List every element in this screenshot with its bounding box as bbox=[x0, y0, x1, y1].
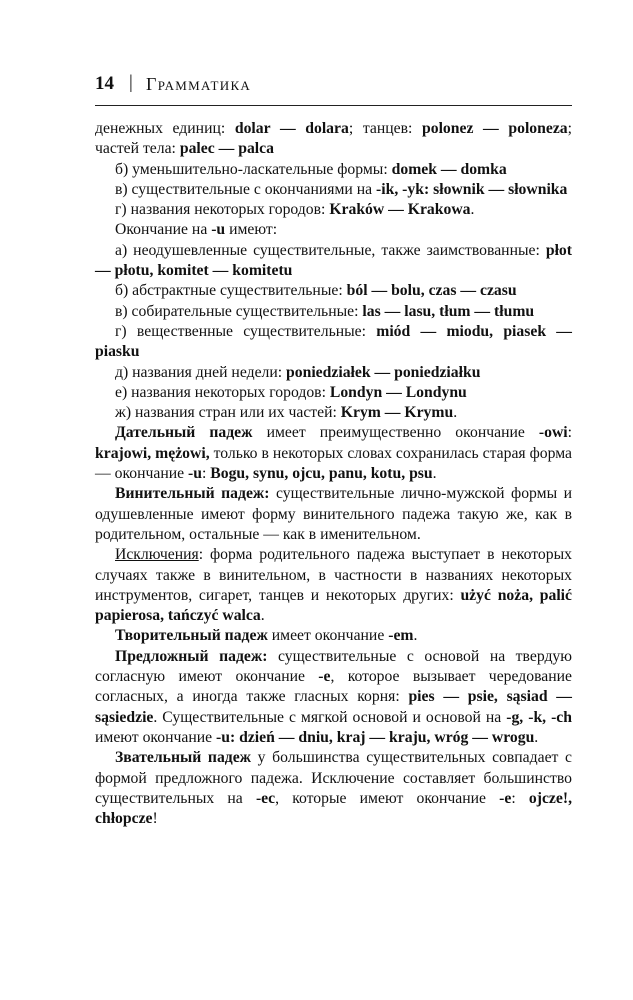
page-body-text bbox=[95, 119, 572, 829]
text-run: ; танцев: bbox=[348, 120, 422, 137]
text-run: существительные с основой на твердую согласную имеют окончание bbox=[95, 647, 572, 686]
bold-run: -ec bbox=[255, 789, 276, 807]
paragraph bbox=[95, 545, 572, 626]
paragraph bbox=[95, 220, 572, 240]
bold-run: Дательный падеж bbox=[115, 424, 253, 442]
text-run: в) собирательные существительные: bbox=[115, 302, 363, 320]
header-separator: | bbox=[129, 72, 133, 93]
bold-run: -owi bbox=[538, 424, 568, 442]
bold-run: domek — domka bbox=[391, 160, 507, 178]
text-run: : bbox=[567, 424, 572, 442]
bold-run: Предложный падеж: bbox=[115, 647, 268, 665]
text-run: . bbox=[453, 404, 458, 422]
paragraph bbox=[95, 241, 572, 282]
paragraph bbox=[95, 200, 572, 220]
bold-run: ojcze!, chłopcze bbox=[95, 789, 572, 828]
text-run: : bbox=[511, 789, 529, 807]
text-run: а) неодушевленные существительные, также заимствованные: bbox=[115, 241, 546, 259]
paragraph bbox=[95, 484, 572, 545]
paragraph bbox=[95, 647, 572, 748]
text-run: . bbox=[260, 607, 265, 625]
text-run: у большинства существительных совпадает с формой предложного падежа. Исключение составляет большинство существительных на bbox=[95, 749, 572, 807]
text-run: Окончание на bbox=[115, 221, 212, 239]
bold-run: dolar — dolara bbox=[234, 120, 349, 137]
text-run: имеет преимущественно окончание bbox=[252, 424, 539, 442]
bold-run: Krym — Krymu bbox=[340, 404, 454, 422]
text-run: ! bbox=[152, 810, 158, 828]
bold-run: poniedziałek — poniedziałku bbox=[286, 363, 481, 381]
bold-run: palec — palca bbox=[179, 140, 274, 158]
text-run: . bbox=[534, 728, 539, 746]
text-run: . bbox=[432, 465, 437, 483]
bold-run: -em bbox=[388, 627, 414, 645]
bold-run: krajowi, mężowi, bbox=[95, 444, 210, 462]
bold-run: Звательный падеж bbox=[115, 749, 252, 767]
bold-run: słownik — słownika bbox=[433, 180, 568, 198]
paragraph bbox=[95, 302, 572, 322]
bold-run: Творительный падеж bbox=[115, 627, 268, 645]
running-header bbox=[95, 70, 572, 106]
text-run: е) названия некоторых городов: bbox=[115, 383, 330, 401]
text-run: , которые имеют окончание bbox=[275, 789, 500, 807]
text-run: : bbox=[202, 465, 211, 483]
bold-run: -e bbox=[499, 789, 512, 807]
text-run: . bbox=[413, 627, 418, 645]
text-run: ж) названия стран или их частей: bbox=[115, 404, 341, 422]
text-run: имеет окончание bbox=[267, 627, 389, 645]
bold-run: ból — bolu, czas — czasu bbox=[346, 282, 517, 300]
text-run: . bbox=[470, 201, 475, 219]
bold-run: użyć noża, palić papierosa, tańczyć walca bbox=[95, 586, 572, 625]
bold-run: las — lasu, tłum — tłumu bbox=[362, 302, 535, 320]
paragraph bbox=[95, 383, 572, 403]
bold-run: pies — psie, sąsiad — sąsiedzie bbox=[95, 688, 572, 726]
bold-run: -u bbox=[211, 221, 226, 239]
bold-run: miód — miodu, piasek — piasku bbox=[95, 322, 572, 361]
page-number: 14 bbox=[95, 73, 114, 94]
paragraph bbox=[95, 160, 572, 180]
bold-run: Bogu, synu, ojcu, panu, kotu, psu bbox=[210, 465, 433, 483]
text-run: имеют окончание bbox=[95, 728, 217, 746]
bold-run: -ik, -yk: bbox=[376, 180, 430, 198]
paragraph bbox=[95, 322, 572, 363]
text-run: : форма родительного падежа выступает в некоторых случаях также в винительном, в частности в названиях некоторых инструментов, сигарет, танцев и некоторых других: bbox=[95, 546, 572, 604]
paragraph bbox=[95, 281, 572, 301]
bold-run: -u bbox=[188, 465, 202, 483]
bold-run: płot — płotu, komitet — komitetu bbox=[95, 241, 572, 280]
text-run: б) уменьшительно-ласкательные формы: bbox=[115, 160, 392, 178]
chapter-title: Грамматика bbox=[146, 74, 252, 94]
paragraph bbox=[95, 626, 572, 646]
bold-run: -g, -k, -ch bbox=[506, 708, 572, 726]
bold-run: polonez — poloneza bbox=[422, 120, 568, 137]
paragraph bbox=[95, 119, 572, 160]
bold-run: Kraków — Krakowa bbox=[329, 201, 471, 219]
paragraph bbox=[95, 423, 572, 484]
text-run: б) абстрактные существительные: bbox=[115, 282, 347, 300]
text-run: г) вещественные существительные: bbox=[115, 322, 377, 340]
text-run: существительные лично-мужской формы и одушевленные имеют форму винительного падежа такую же, как в родительном, остальные — как в именительном. bbox=[95, 485, 572, 543]
text-run: только в некоторых словах сохранилась старая форма — окончание bbox=[95, 444, 573, 483]
text-run: , которое вызывает чередование согласных, а иногда также гласных корня: bbox=[95, 668, 572, 706]
text-run: г) названия некоторых городов: bbox=[115, 201, 330, 219]
text-run: денежных единиц: bbox=[95, 120, 235, 137]
paragraph bbox=[95, 403, 572, 423]
bold-run: Винительный падеж: bbox=[115, 485, 270, 503]
text-run: . Существительные с мягкой основой и основой на bbox=[153, 708, 507, 726]
text-run: в) существительные с окончаниями на bbox=[115, 180, 377, 198]
paragraph bbox=[95, 748, 572, 829]
text-run: д) названия дней недели: bbox=[115, 363, 287, 381]
paragraph bbox=[95, 180, 572, 200]
text-run: ; частей тела: bbox=[95, 120, 572, 158]
underlined-run: Исключения bbox=[115, 546, 199, 564]
text-run: имеют: bbox=[225, 221, 278, 239]
bold-run: -e bbox=[318, 668, 331, 686]
bold-run: Londyn — Londynu bbox=[329, 383, 467, 401]
paragraph bbox=[95, 363, 572, 383]
bold-run: -u: dzień — dniu, kraj — kraju, wróg — wrogu bbox=[216, 728, 535, 746]
